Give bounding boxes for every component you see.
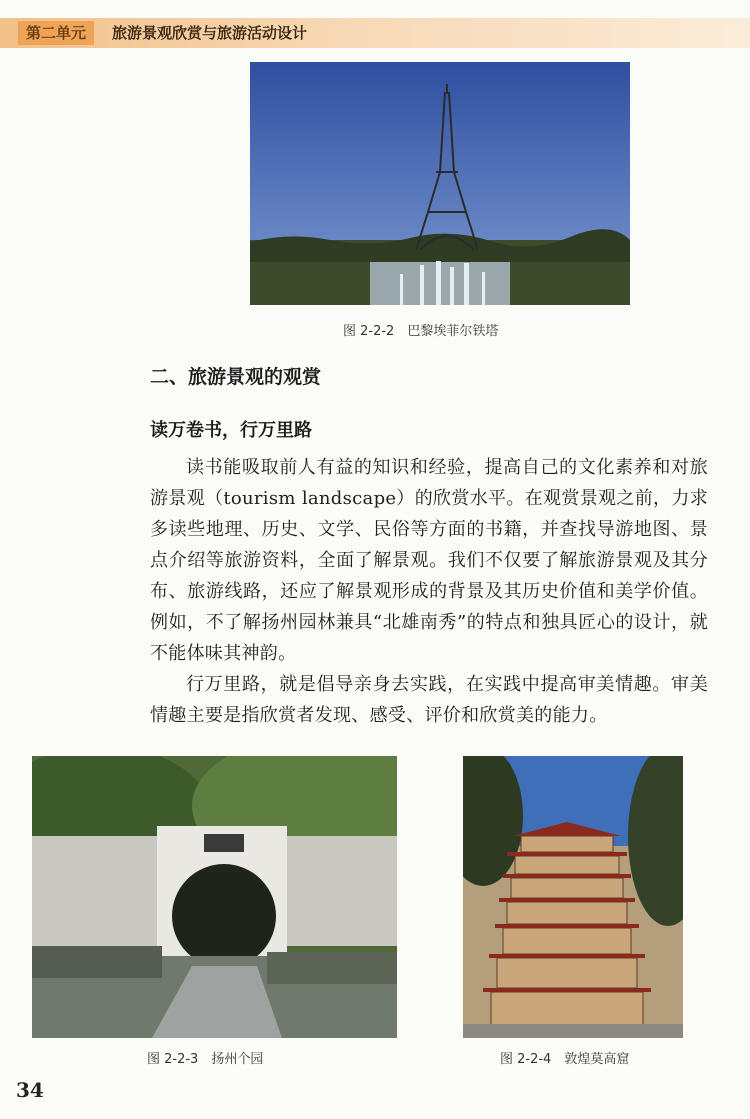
page-number: 34 — [16, 1078, 44, 1102]
section-title: 二、旅游景观的观赏 — [150, 366, 322, 388]
figure-caption-yangzhou: 图 2-2-3 扬州个园 — [147, 1052, 264, 1067]
mogao-grottoes-photo — [463, 756, 683, 1038]
unit-title: 旅游景观欣赏与旅游活动设计 — [112, 24, 308, 42]
yangzhou-garden-photo — [32, 756, 397, 1038]
figure-caption-eiffel: 图 2-2-2 巴黎埃菲尔铁塔 — [343, 324, 499, 339]
paragraph-1: 读书能吸取前人有益的知识和经验，提高自己的文化素养和对旅游景观（tourism landscape）的欣赏水平。在观赏景观之前，力求多读些地理、历史、文学、民俗等方面的书籍，并查找导游地图、景点介绍等旅游资料，全面了解景观。我们不仅要了解旅游景观及其分布、旅游线路，还应了解景观形成的背景及其历史价值和美学价值。例如，不了解扬州园林兼具“北雄南秀”的特点和独具匠心的设计，就不能体味其神韵。 — [150, 457, 708, 664]
paragraph-2: 行万里路，就是倡导亲身去实践，在实践中提高审美情趣。审美情趣主要是指欣赏者发现、感受、评价和欣赏美的能力。 — [150, 674, 708, 726]
eiffel-tower-photo — [250, 62, 630, 305]
section-subtitle: 读万卷书，行万里路 — [150, 420, 312, 441]
body-text — [150, 452, 708, 731]
unit-label: 第二单元 — [18, 21, 94, 45]
figure-caption-mogao: 图 2-2-4 敦煌莫高窟 — [500, 1052, 630, 1067]
unit-header-bar — [0, 18, 750, 48]
